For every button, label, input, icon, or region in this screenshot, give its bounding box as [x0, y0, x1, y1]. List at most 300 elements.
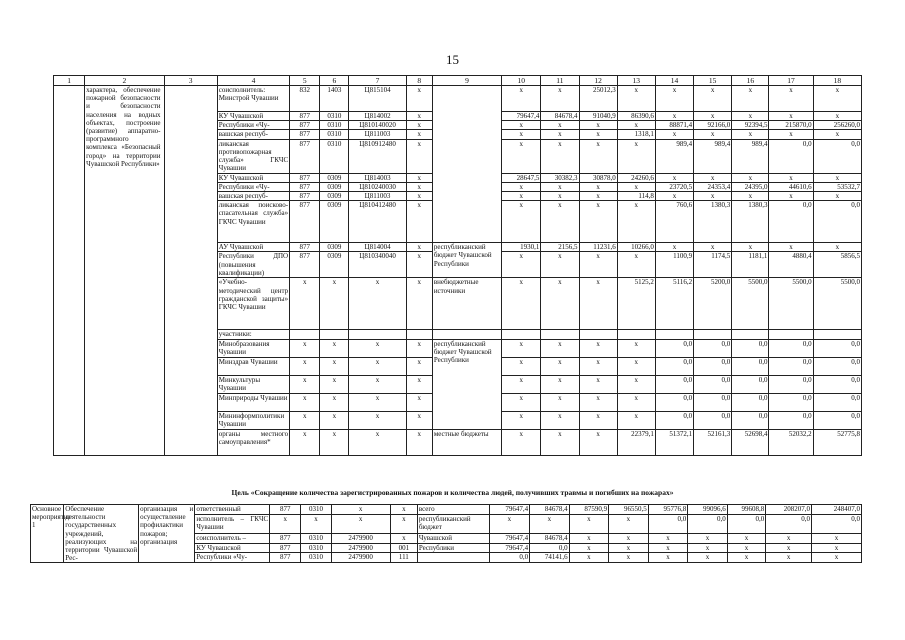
- value-cell: x: [732, 173, 769, 182]
- header-cell: 16: [732, 76, 769, 86]
- value-cell: x: [541, 252, 579, 278]
- value-cell: 0,0: [813, 339, 861, 357]
- value-cell: x: [502, 357, 541, 375]
- value-cell: x: [502, 393, 541, 411]
- code-cell: 0310: [301, 533, 331, 543]
- value-cell: x: [502, 192, 541, 201]
- code-cell: Ц810912480: [349, 139, 406, 173]
- code-cell: 2479900: [331, 543, 390, 553]
- value-cell: 0,0: [655, 375, 693, 393]
- value-cell: x: [530, 514, 570, 533]
- code-cell: x: [331, 505, 390, 515]
- value-cell: x: [579, 411, 617, 429]
- value-cell: [579, 330, 617, 339]
- value-cell: x: [655, 192, 693, 201]
- value-cell: x: [579, 192, 617, 201]
- value-cell: x: [655, 173, 693, 182]
- value-cell: 99096,6: [688, 505, 728, 515]
- value-cell: 24260,6: [617, 173, 655, 182]
- code-cell: x: [349, 357, 406, 375]
- value-cell: x: [617, 252, 655, 278]
- source-cell: республиканский бюджет: [417, 514, 489, 533]
- value-cell: 79647,4: [502, 112, 541, 121]
- value-cell: x: [579, 121, 617, 130]
- value-cell: x: [694, 112, 732, 121]
- value-cell: x: [769, 243, 813, 252]
- value-cell: x: [813, 112, 861, 121]
- executor-cell: соисполнитель –: [195, 533, 270, 543]
- value-cell: x: [579, 252, 617, 278]
- header-cell: 14: [655, 76, 693, 86]
- code-cell: x: [406, 121, 432, 130]
- value-cell: x: [813, 130, 861, 139]
- source-cell: внебюджетные источники: [432, 278, 501, 330]
- value-cell: 0,0: [769, 375, 813, 393]
- value-cell: x: [579, 278, 617, 330]
- value-cell: x: [688, 533, 728, 543]
- value-cell: 0,0: [655, 411, 693, 429]
- value-cell: x: [541, 375, 579, 393]
- value-cell: x: [769, 173, 813, 182]
- value-cell: 96550,5: [609, 505, 649, 515]
- value-cell: 74141,6: [530, 553, 570, 563]
- value-cell: x: [766, 533, 812, 543]
- value-cell: 0,0: [648, 514, 688, 533]
- code-cell: 877: [290, 130, 320, 139]
- value-cell: x: [732, 86, 769, 112]
- value-cell: 79647,4: [489, 543, 530, 553]
- executor-cell: АУ Чувашской: [217, 243, 289, 252]
- source-cell: республиканский бюджет Чувашской Республики: [432, 243, 501, 278]
- code-cell: Ц810240030: [349, 182, 406, 191]
- value-cell: 52161,3: [694, 429, 732, 455]
- code-cell: x: [406, 112, 432, 121]
- value-cell: 28647,5: [502, 173, 541, 182]
- value-cell: 0,0: [694, 339, 732, 357]
- code-cell: [406, 330, 432, 339]
- value-cell: 208207,0: [766, 505, 812, 515]
- value-cell: x: [655, 243, 693, 252]
- header-cell: 11: [541, 76, 579, 86]
- value-cell: 0,0: [769, 339, 813, 357]
- header-cell: 3: [164, 76, 217, 86]
- value-cell: 0,0: [813, 357, 861, 375]
- code-cell: 2479900: [331, 533, 390, 543]
- value-cell: [732, 330, 769, 339]
- code-cell: x: [406, 252, 432, 278]
- value-cell: x: [655, 112, 693, 121]
- value-cell: 0,0: [769, 201, 813, 243]
- value-cell: x: [811, 553, 861, 563]
- value-cell: [541, 330, 579, 339]
- code-cell: Ц814002: [349, 112, 406, 121]
- code-cell: 0309: [320, 192, 349, 201]
- value-cell: 5856,5: [813, 252, 861, 278]
- value-cell: x: [727, 543, 765, 553]
- value-cell: x: [541, 339, 579, 357]
- value-cell: [769, 330, 813, 339]
- executor-cell: Минобразования Чувашии: [217, 339, 289, 357]
- value-cell: x: [617, 201, 655, 243]
- value-cell: x: [732, 192, 769, 201]
- value-cell: 1181,1: [732, 252, 769, 278]
- code-cell: x: [406, 192, 432, 201]
- value-cell: 30382,3: [541, 173, 579, 182]
- code-cell: x: [406, 278, 432, 330]
- code-cell: x: [406, 339, 432, 357]
- executor-cell: вашская респуб-: [217, 130, 289, 139]
- header-cell: 7: [349, 76, 406, 86]
- value-cell: x: [502, 339, 541, 357]
- code-cell: x: [390, 533, 417, 543]
- value-cell: x: [541, 357, 579, 375]
- executor-cell: Республики «Чу-: [195, 553, 270, 563]
- code-cell: x: [320, 339, 349, 357]
- code-cell: x: [406, 182, 432, 191]
- value-cell: 24353,4: [694, 182, 732, 191]
- value-cell: x: [541, 192, 579, 201]
- value-cell: 11231,6: [579, 243, 617, 252]
- value-cell: 10266,0: [617, 243, 655, 252]
- value-cell: x: [811, 533, 861, 543]
- executor-cell: Республики «Чу-: [217, 121, 289, 130]
- code-cell: x: [320, 411, 349, 429]
- value-cell: 52032,2: [769, 429, 813, 455]
- value-cell: x: [579, 375, 617, 393]
- code-cell: 877: [290, 173, 320, 182]
- value-cell: x: [579, 429, 617, 455]
- value-cell: 5500,0: [732, 278, 769, 330]
- value-cell: 0,0: [655, 393, 693, 411]
- value-cell: 1174,5: [694, 252, 732, 278]
- value-cell: x: [617, 86, 655, 112]
- value-cell: x: [769, 86, 813, 112]
- code-cell: 0309: [320, 182, 349, 191]
- code-cell: 0310: [301, 553, 331, 563]
- col1-cell: [54, 86, 85, 456]
- code-cell: 877: [290, 243, 320, 252]
- header-cell: 18: [813, 76, 861, 86]
- goal-heading: Цель «Сокращение количества зарегистрированных пожаров и количества людей, получивших травмы и погибших на пожарах»: [231, 488, 674, 497]
- value-cell: [813, 330, 861, 339]
- value-cell: 0,0: [766, 514, 812, 533]
- value-cell: 99608,8: [727, 505, 765, 515]
- code-cell: 877: [270, 533, 301, 543]
- value-cell: x: [579, 130, 617, 139]
- code-cell: Ц811003: [349, 130, 406, 139]
- value-cell: x: [541, 411, 579, 429]
- source-cell: всего: [417, 505, 489, 515]
- value-cell: 88871,4: [655, 121, 693, 130]
- code-cell: x: [406, 411, 432, 429]
- value-cell: 79647,4: [489, 533, 530, 543]
- value-cell: x: [502, 201, 541, 243]
- header-cell: 9: [432, 76, 501, 86]
- value-cell: 0,0: [813, 139, 861, 173]
- code-cell: x: [320, 393, 349, 411]
- code-cell: 0310: [301, 543, 331, 553]
- code-cell: x: [406, 86, 432, 112]
- header-cell: 4: [217, 76, 289, 86]
- value-cell: x: [617, 357, 655, 375]
- code-cell: 111: [390, 553, 417, 563]
- executor-cell: участники:: [217, 330, 289, 339]
- value-cell: x: [813, 86, 861, 112]
- value-cell: x: [617, 139, 655, 173]
- code-cell: 0309: [320, 243, 349, 252]
- value-cell: 0,0: [732, 393, 769, 411]
- code-cell: 877: [290, 192, 320, 201]
- value-cell: 0,0: [769, 411, 813, 429]
- value-cell: 5200,0: [694, 278, 732, 330]
- value-cell: 23720,5: [655, 182, 693, 191]
- value-cell: x: [502, 130, 541, 139]
- code-cell: 877: [290, 139, 320, 173]
- executor-cell: ликанская поисково-спасательная служба» ГКЧС Чувашии: [217, 201, 289, 243]
- value-cell: x: [502, 411, 541, 429]
- value-cell: x: [502, 139, 541, 173]
- value-cell: x: [502, 121, 541, 130]
- value-cell: 0,0: [530, 543, 570, 553]
- value-cell: x: [609, 514, 649, 533]
- header-cell: 10: [502, 76, 541, 86]
- value-cell: x: [813, 173, 861, 182]
- header-cell: 17: [769, 76, 813, 86]
- value-cell: x: [769, 130, 813, 139]
- value-cell: 86390,6: [617, 112, 655, 121]
- value-cell: 24395,0: [732, 182, 769, 191]
- code-cell: 2479900: [331, 553, 390, 563]
- code-cell: x: [406, 173, 432, 182]
- value-cell: 0,0: [694, 393, 732, 411]
- value-cell: x: [813, 243, 861, 252]
- value-cell: 5116,2: [655, 278, 693, 330]
- value-cell: 0,0: [813, 411, 861, 429]
- value-cell: x: [655, 130, 693, 139]
- activity-tasks: организация и осуществление профилактики пожаров; организация: [139, 505, 195, 563]
- code-cell: x: [349, 278, 406, 330]
- executor-cell: органы местного самоуправления*: [217, 429, 289, 455]
- value-cell: x: [688, 543, 728, 553]
- value-cell: 0,0: [769, 139, 813, 173]
- code-cell: x: [320, 375, 349, 393]
- value-cell: x: [541, 201, 579, 243]
- value-cell: 0,0: [489, 553, 530, 563]
- code-cell: Ц810140020: [349, 121, 406, 130]
- value-cell: 114,8: [617, 192, 655, 201]
- code-cell: Ц810412480: [349, 201, 406, 243]
- value-cell: x: [727, 553, 765, 563]
- value-cell: 52698,4: [732, 429, 769, 455]
- value-cell: x: [541, 139, 579, 173]
- source-cell: [432, 86, 501, 243]
- code-cell: x: [270, 514, 301, 533]
- header-cell: 15: [694, 76, 732, 86]
- value-cell: 989,4: [732, 139, 769, 173]
- code-cell: x: [406, 393, 432, 411]
- code-cell: Ц814003: [349, 173, 406, 182]
- executor-cell: КУ Чувашской: [217, 112, 289, 121]
- value-cell: 92166,0: [694, 121, 732, 130]
- code-cell: Ц810340040: [349, 252, 406, 278]
- executor-cell: Минприроды Чувашии: [217, 393, 289, 411]
- value-cell: x: [694, 173, 732, 182]
- code-cell: x: [406, 375, 432, 393]
- code-cell: 877: [290, 201, 320, 243]
- code-cell: x: [349, 411, 406, 429]
- code-cell: x: [290, 375, 320, 393]
- code-cell: 0309: [320, 252, 349, 278]
- value-cell: 0,0: [694, 411, 732, 429]
- value-cell: x: [502, 252, 541, 278]
- value-cell: 44610,6: [769, 182, 813, 191]
- value-cell: x: [648, 553, 688, 563]
- code-cell: 001: [390, 543, 417, 553]
- value-cell: 0,0: [769, 393, 813, 411]
- value-cell: x: [609, 533, 649, 543]
- source-cell: [417, 553, 489, 563]
- value-cell: [617, 330, 655, 339]
- value-cell: 91040,9: [579, 112, 617, 121]
- source-cell: [432, 330, 501, 339]
- value-cell: x: [541, 182, 579, 191]
- code-cell: 877: [270, 505, 301, 515]
- code-cell: 877: [270, 553, 301, 563]
- value-cell: x: [609, 553, 649, 563]
- value-cell: x: [648, 543, 688, 553]
- code-cell: x: [406, 357, 432, 375]
- code-cell: 0310: [301, 505, 331, 515]
- executor-cell: «Учебно-методический центр гражданской защиты» ГКЧС Чувашии: [217, 278, 289, 330]
- source-cell: Чувашской: [417, 533, 489, 543]
- value-cell: x: [579, 393, 617, 411]
- code-cell: x: [390, 505, 417, 515]
- value-cell: 989,4: [655, 139, 693, 173]
- value-cell: [655, 330, 693, 339]
- value-cell: x: [732, 130, 769, 139]
- value-cell: 0,0: [769, 357, 813, 375]
- executor-cell: вашская респуб-: [217, 192, 289, 201]
- value-cell: 1380,3: [732, 201, 769, 243]
- value-cell: 0,0: [688, 514, 728, 533]
- value-cell: x: [769, 192, 813, 201]
- value-cell: 51372,1: [655, 429, 693, 455]
- value-cell: x: [502, 278, 541, 330]
- value-cell: 1318,1: [617, 130, 655, 139]
- code-cell: 1403: [320, 86, 349, 112]
- value-cell: 52775,8: [813, 429, 861, 455]
- value-cell: x: [694, 130, 732, 139]
- value-cell: x: [489, 514, 530, 533]
- value-cell: 256260,0: [813, 121, 861, 130]
- table-row: [54, 86, 862, 112]
- header-cell: 1: [54, 76, 85, 86]
- header-cell: 5: [290, 76, 320, 86]
- code-cell: x: [320, 357, 349, 375]
- budget-table: [53, 75, 862, 456]
- value-cell: 989,4: [694, 139, 732, 173]
- code-cell: x: [290, 339, 320, 357]
- value-cell: 0,0: [655, 357, 693, 375]
- executor-cell: Республики ДПО (повышения квалификации): [218, 252, 289, 277]
- value-cell: 1930,1: [502, 243, 541, 252]
- value-cell: x: [694, 86, 732, 112]
- value-cell: x: [541, 278, 579, 330]
- value-cell: x: [617, 182, 655, 191]
- value-cell: 95776,8: [648, 505, 688, 515]
- value-cell: x: [688, 553, 728, 563]
- code-cell: x: [406, 130, 432, 139]
- value-cell: 0,0: [655, 339, 693, 357]
- code-cell: 0309: [320, 201, 349, 243]
- value-cell: 0,0: [732, 357, 769, 375]
- value-cell: x: [694, 192, 732, 201]
- code-cell: x: [349, 339, 406, 357]
- value-cell: 0,0: [811, 514, 861, 533]
- value-cell: 2156,5: [541, 243, 579, 252]
- value-cell: x: [569, 514, 609, 533]
- value-cell: x: [579, 201, 617, 243]
- value-cell: 4880,4: [769, 252, 813, 278]
- executor-cell: исполнитель – ГКЧС Чувашии: [195, 514, 270, 533]
- executor-cell: КУ Чувашской: [217, 173, 289, 182]
- value-cell: x: [694, 243, 732, 252]
- executor-cell: КУ Чувашской: [195, 543, 270, 553]
- value-cell: [694, 330, 732, 339]
- table-row: [31, 505, 862, 515]
- value-cell: x: [648, 533, 688, 543]
- value-cell: 92394,5: [732, 121, 769, 130]
- value-cell: 5500,0: [769, 278, 813, 330]
- code-cell: Ц811003: [349, 192, 406, 201]
- code-cell: x: [320, 278, 349, 330]
- value-cell: x: [569, 553, 609, 563]
- value-cell: x: [655, 86, 693, 112]
- value-cell: x: [811, 543, 861, 553]
- main-activity-label: Основное мероприятие 1: [31, 505, 64, 563]
- value-cell: x: [502, 429, 541, 455]
- value-cell: x: [541, 130, 579, 139]
- value-cell: 84678,4: [530, 533, 570, 543]
- code-cell: x: [406, 201, 432, 243]
- page-number: 15: [446, 52, 459, 67]
- header-cell: 8: [406, 76, 432, 86]
- code-cell: x: [301, 514, 331, 533]
- value-cell: x: [569, 533, 609, 543]
- header-cell: 12: [579, 76, 617, 86]
- value-cell: 87590,9: [569, 505, 609, 515]
- value-cell: x: [617, 411, 655, 429]
- code-cell: x: [290, 411, 320, 429]
- value-cell: x: [732, 243, 769, 252]
- value-cell: x: [727, 533, 765, 543]
- code-cell: 877: [270, 543, 301, 553]
- code-cell: x: [349, 393, 406, 411]
- value-cell: x: [579, 182, 617, 191]
- value-cell: 0,0: [732, 411, 769, 429]
- value-cell: 1100,9: [655, 252, 693, 278]
- value-cell: 760,6: [655, 201, 693, 243]
- executor-cell: Республики «Чу-: [217, 182, 289, 191]
- value-cell: x: [579, 357, 617, 375]
- source-cell: местные бюджеты: [432, 429, 501, 455]
- code-cell: x: [390, 514, 417, 533]
- value-cell: 0,0: [732, 339, 769, 357]
- code-cell: x: [406, 139, 432, 173]
- value-cell: 84678,4: [541, 112, 579, 121]
- value-cell: 53532,7: [813, 182, 861, 191]
- value-cell: x: [766, 553, 812, 563]
